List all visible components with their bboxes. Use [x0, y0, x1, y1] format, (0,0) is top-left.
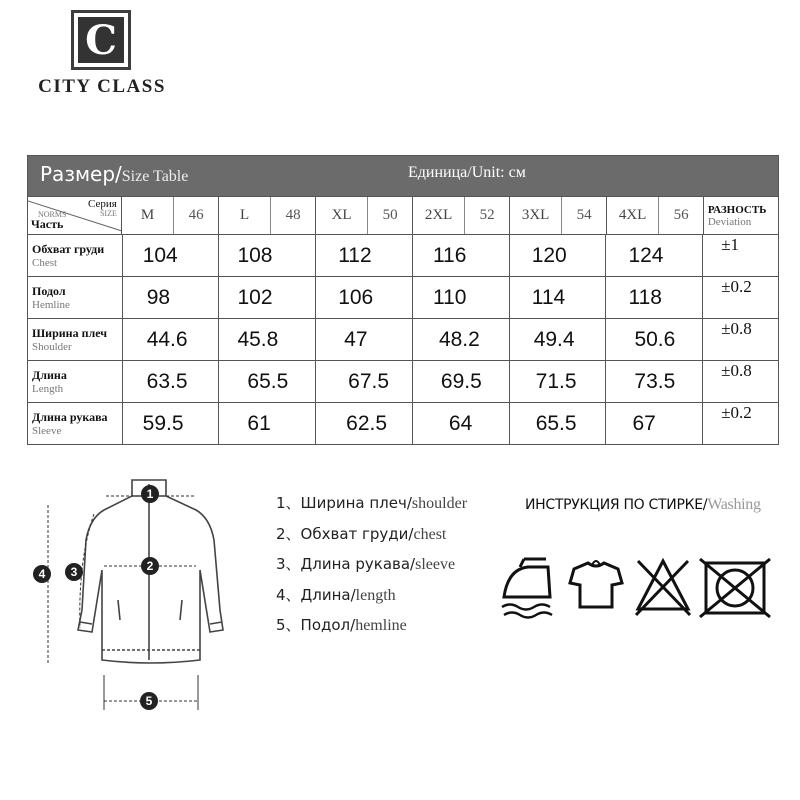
row-label-en: Chest: [32, 257, 58, 269]
washing-title: [525, 496, 761, 514]
size-col: [218, 197, 315, 234]
marker-4: [33, 565, 51, 583]
value-cell: 120: [509, 235, 606, 276]
row-label-ru: Обхват груди: [32, 242, 105, 256]
value-cell: 69.5: [412, 361, 509, 402]
table-title-en: Size Table: [121, 168, 189, 185]
table-row-hemline: [28, 276, 778, 318]
legend-num: 1、: [276, 494, 301, 512]
marker-2: [141, 557, 159, 575]
value-cell: 110: [412, 277, 509, 318]
table-row-sleeve: [28, 402, 778, 444]
legend-ru: Подол/: [300, 616, 356, 634]
row-label: [28, 361, 122, 402]
legend-en: length: [355, 586, 396, 604]
row-label: [28, 319, 122, 360]
legend-en: sleeve: [415, 556, 456, 573]
size-num: 52: [479, 207, 495, 223]
legend-item: [276, 584, 467, 615]
value-cell: 65.5: [509, 403, 606, 444]
row-label-ru: Подол: [32, 284, 66, 298]
legend-ru: Длина рукава/: [300, 555, 416, 573]
value-cell: 47: [315, 319, 412, 360]
hand-wash-shirt-icon: [570, 561, 622, 607]
size-num: 54: [576, 207, 592, 223]
size-table: [27, 155, 779, 445]
row-label-ru: Ширина плеч: [32, 326, 108, 340]
brand-name: CITY CLASS: [38, 76, 166, 97]
legend-ru: Обхват груди/: [300, 524, 414, 543]
row-label-ru: Длина рукава: [32, 410, 108, 424]
value-cell: 98: [122, 277, 219, 318]
value-cell: 63.5: [122, 361, 219, 402]
legend-en: hemline: [355, 617, 407, 634]
value-cell: 49.4: [509, 319, 606, 360]
corner-norms: NORMS: [38, 210, 67, 219]
deviation-header: [703, 197, 778, 234]
table-unit: Единица/Unit: см: [408, 164, 526, 181]
value-cell: 102: [218, 277, 315, 318]
marker-4-label: 4: [38, 567, 46, 581]
corner-part: Часть: [31, 217, 64, 231]
size-num: 46: [188, 207, 204, 223]
washing-title-en: Washing: [707, 496, 761, 513]
value-cell: 62.5: [315, 403, 412, 444]
marker-1-label: 1: [146, 487, 154, 501]
value-cell: 45.8: [218, 319, 315, 360]
value-cell: 67: [605, 403, 702, 444]
deviation-header-en: Deviation: [707, 215, 752, 228]
size-num: 56: [673, 207, 689, 223]
do-not-tumble-dry-icon: [700, 559, 770, 617]
measurement-legend: [276, 492, 467, 645]
washing-icons: [498, 555, 778, 625]
value-cell: 104: [122, 235, 219, 276]
deviation-cell: ±1: [702, 235, 778, 276]
size-header-row: [28, 196, 778, 234]
size-label: XL: [316, 197, 368, 234]
corner-size: SIZE: [99, 209, 117, 218]
logo-letter: C: [85, 16, 117, 64]
iron-low-heat-icon: [502, 559, 552, 618]
legend-item: [276, 492, 467, 523]
legend-en: chest: [413, 525, 447, 543]
row-label: [28, 277, 122, 318]
row-label-ru: Длина: [32, 368, 67, 382]
deviation-cell: ±0.2: [702, 277, 778, 318]
deviation-cell: ±0.2: [702, 403, 778, 444]
corner-series: Серия: [88, 198, 117, 210]
table-row-chest: [28, 234, 778, 276]
table-header: [28, 156, 778, 196]
washing-title-ru: ИНСТРУКЦИЯ ПО СТИРКЕ/: [525, 497, 708, 513]
size-num: 48: [285, 207, 301, 223]
size-col: [412, 197, 509, 234]
table-row-length: [28, 360, 778, 402]
legend-item: [276, 523, 467, 554]
size-col: [509, 197, 606, 234]
value-cell: 124: [605, 235, 702, 276]
value-cell: 59.5: [122, 403, 219, 444]
value-cell: 118: [605, 277, 702, 318]
value-cell: 116: [412, 235, 509, 276]
size-num: 50: [382, 207, 398, 223]
legend-ru: Ширина плеч/: [300, 494, 412, 512]
value-cell: 65.5: [218, 361, 315, 402]
row-label-en: Hemline: [32, 299, 70, 311]
size-col: [606, 197, 703, 234]
value-cell: 67.5: [315, 361, 412, 402]
size-label: 3XL: [510, 197, 562, 234]
marker-1: [141, 485, 159, 503]
value-cell: 71.5: [509, 361, 606, 402]
size-label: M: [122, 197, 174, 234]
do-not-bleach-icon: [636, 561, 690, 615]
row-label-en: Sleeve: [32, 425, 62, 437]
marker-3: [65, 563, 83, 581]
deviation-cell: ±0.8: [702, 361, 778, 402]
value-cell: 108: [218, 235, 315, 276]
legend-num: 2、: [276, 524, 301, 543]
size-col: [315, 197, 412, 234]
marker-2-label: 2: [146, 559, 154, 573]
marker-5: [140, 692, 158, 710]
marker-3-label: 3: [70, 565, 78, 579]
value-cell: 50.6: [605, 319, 702, 360]
size-col: [121, 197, 218, 234]
row-label: [28, 403, 122, 444]
value-cell: 48.2: [412, 319, 509, 360]
legend-num: 3、: [276, 555, 301, 573]
row-label-en: Shoulder: [32, 341, 72, 353]
legend-item: [276, 614, 467, 645]
corner-cell: [28, 197, 121, 234]
value-cell: 112: [315, 235, 412, 276]
value-cell: 106: [315, 277, 412, 318]
legend-num: 5、: [276, 616, 301, 634]
legend-item: [276, 553, 467, 584]
row-label-en: Length: [32, 383, 64, 395]
value-cell: 61: [218, 403, 315, 444]
legend-num: 4、: [276, 585, 301, 604]
marker-5-label: 5: [145, 694, 153, 708]
brand-logo: [71, 10, 131, 70]
table-title: [40, 162, 188, 186]
table-title-ru: Размер/: [40, 162, 122, 186]
value-cell: 44.6: [122, 319, 219, 360]
table-row-shoulder: [28, 318, 778, 360]
value-cell: 64: [412, 403, 509, 444]
size-label: 2XL: [413, 197, 465, 234]
row-label: [28, 235, 122, 276]
size-label: L: [219, 197, 271, 234]
jacket-diagram: [20, 470, 260, 720]
deviation-cell: ±0.8: [702, 319, 778, 360]
legend-en: shoulder: [411, 495, 468, 512]
value-cell: 73.5: [605, 361, 702, 402]
deviation-header-ru: РАЗНОСТЬ: [707, 203, 767, 216]
size-label: 4XL: [607, 197, 659, 234]
legend-ru: Длина/: [300, 585, 356, 604]
value-cell: 114: [509, 277, 606, 318]
